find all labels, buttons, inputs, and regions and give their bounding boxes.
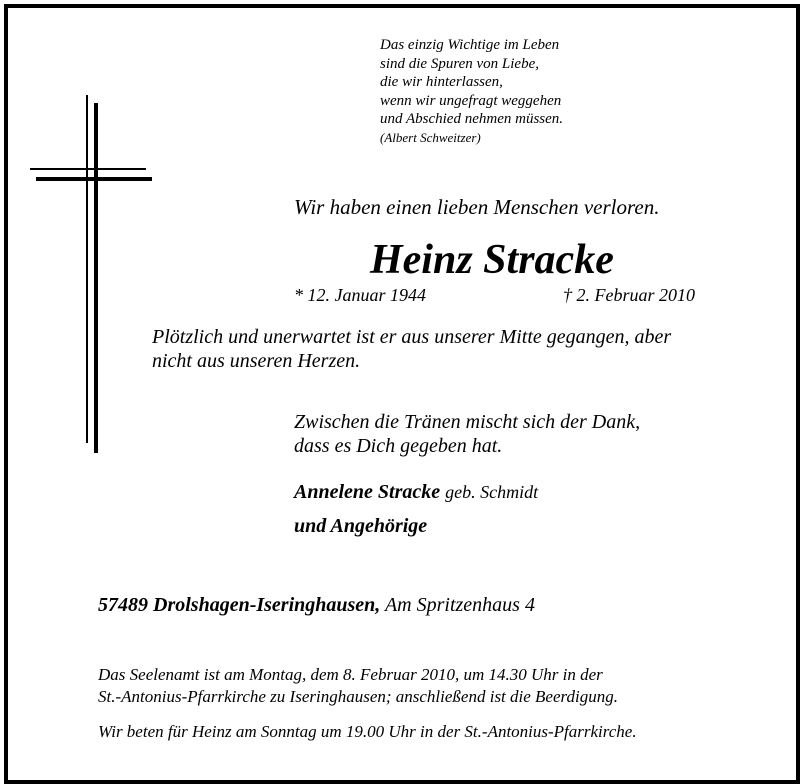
address-line (98, 594, 535, 617)
family-maiden-name: geb. Schmidt (445, 482, 539, 502)
quote-line: die wir hinterlassen, (380, 74, 503, 90)
quote-line: wenn wir ungefragt weggehen (380, 92, 562, 109)
service-line: Das Seelenamt ist am Montag, dem 8. Februar 2010, um 14.30 Uhr in der (98, 665, 603, 684)
quote-line: Das einzig Wichtige im Leben (380, 37, 560, 53)
thanks-text (294, 410, 640, 458)
family-name: Annelene Stracke (294, 481, 441, 503)
prayer-info: Wir beten für Heinz am Sonntag um 19.00 Uhr in der St.-Antonius-Pfarrkirche. (98, 722, 637, 741)
message-text (152, 325, 671, 373)
thanks-line: Zwischen die Tränen mischt sich der Dank, (294, 411, 641, 433)
quote-author: (Albert Schweitzer) (380, 129, 481, 145)
address-city: 57489 Drolshagen-Iseringhausen, (98, 594, 381, 616)
family-line (294, 481, 538, 504)
quote-block (380, 36, 563, 147)
death-date: † 2. Februar 2010 (563, 285, 695, 305)
service-info (98, 664, 618, 708)
message-line: nicht aus unseren Herzen. (152, 350, 361, 372)
intro-text: Wir haben einen lieben Menschen verloren. (294, 195, 660, 219)
message-line: Plötzlich und unerwartet ist er aus unserer Mitte gegangen, aber (152, 326, 672, 348)
quote-line: sind die Spuren von Liebe, (380, 55, 540, 72)
quote-line: und Abschied nehmen müssen. (380, 111, 564, 127)
service-line: St.-Antonius-Pfarrkirche zu Iseringhausen; anschließend ist die Beerdigung. (98, 687, 618, 706)
family-relatives: und Angehörige (294, 515, 428, 537)
thanks-line: dass es Dich gegeben hat. (294, 435, 503, 457)
address-street: Am Spritzenhaus 4 (384, 594, 535, 616)
deceased-name: Heinz Stracke (370, 237, 614, 283)
birth-date: * 12. Januar 1944 (294, 285, 426, 305)
